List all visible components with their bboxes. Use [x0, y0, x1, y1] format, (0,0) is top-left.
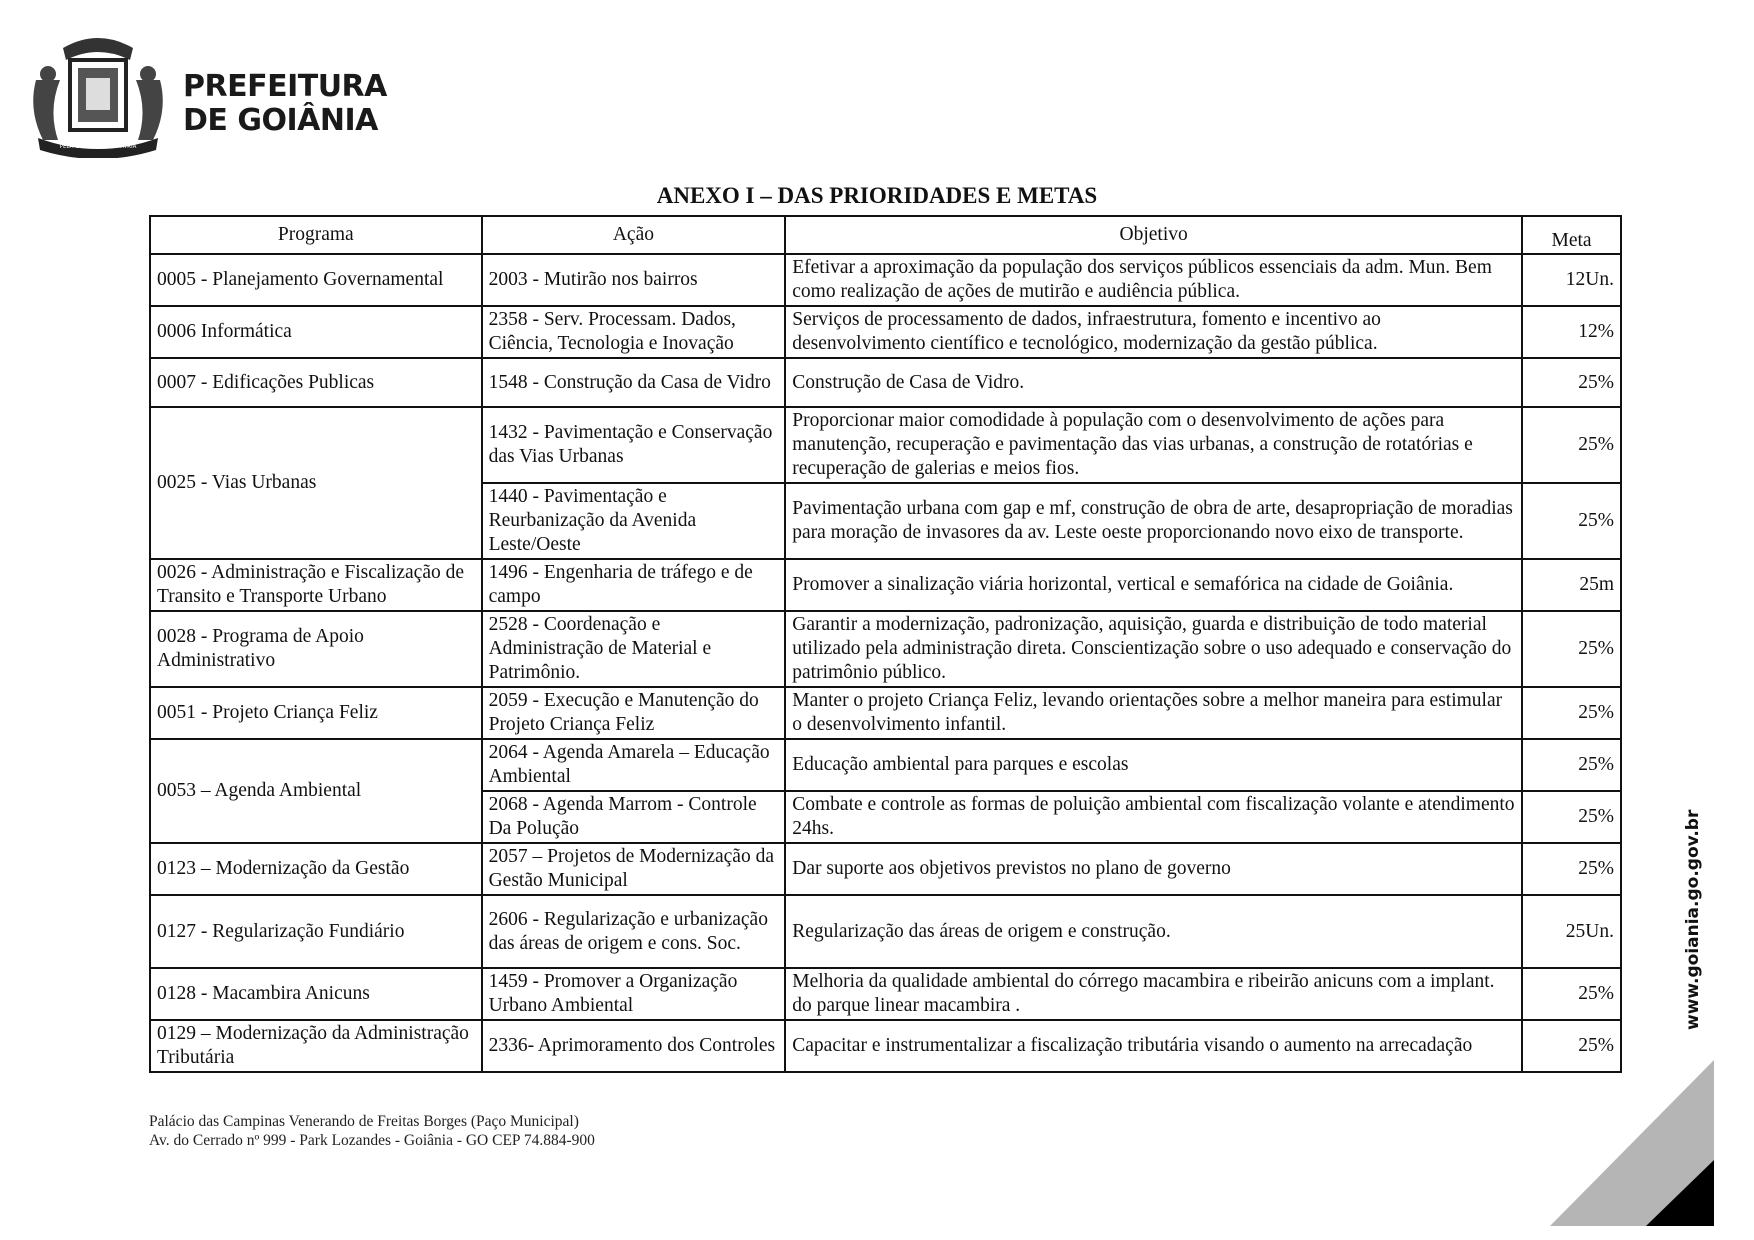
- cell-objetivo: Pavimentação urbana com gap e mf, construção de obra de arte, desapropriação de moradias para moração de invasores da av. Leste oeste proporcionando novo eixo de transporte.: [785, 483, 1522, 559]
- cell-acao: 1496 - Engenharia de tráfego e de campo: [482, 559, 786, 611]
- header-objetivo: Objetivo: [785, 216, 1522, 254]
- cell-objetivo: Combate e controle as formas de poluição ambiental com fiscalização volante e atendimento 24hs.: [785, 791, 1522, 843]
- crest-motto: PELA GRANDEZA DA PÁTRIA: [59, 144, 137, 150]
- cell-meta: 25%: [1522, 1020, 1621, 1072]
- cell-acao: 1459 - Promover a Organização Urbano Ambiental: [482, 968, 786, 1020]
- cell-programa: 0028 - Programa de Apoio Administrativo: [150, 611, 482, 687]
- brand-line-2: DE GOIÂNIA: [183, 103, 378, 138]
- footer-address-line-2: Av. do Cerrado nº 999 - Park Lozandes - Goiânia - GO CEP 74.884-900: [149, 1132, 595, 1149]
- page-footer: [149, 1112, 595, 1150]
- cell-meta: 12%: [1522, 306, 1621, 358]
- cell-meta: 25m: [1522, 559, 1621, 611]
- cell-objetivo: Melhoria da qualidade ambiental do córrego macambira e ribeirão anicuns com a implant. do parque linear macambira .: [785, 968, 1522, 1020]
- table-row: [150, 358, 1621, 407]
- cell-acao: 1432 - Pavimentação e Conservação das Vias Urbanas: [482, 407, 786, 483]
- cell-programa: 0007 - Edificações Publicas: [150, 358, 482, 407]
- table-row: [150, 687, 1621, 739]
- cell-meta: 25%: [1522, 358, 1621, 407]
- table-row: [150, 306, 1621, 358]
- header-acao: Ação: [482, 216, 786, 254]
- cell-acao: 2358 - Serv. Processam. Dados, Ciência, Tecnologia e Inovação: [482, 306, 786, 358]
- cell-acao: 2528 - Coordenação e Administração de Material e Patrimônio.: [482, 611, 786, 687]
- cell-meta: 25%: [1522, 791, 1621, 843]
- cell-meta: 25%: [1522, 611, 1621, 687]
- cell-acao: 2606 - Regularização e urbanização das áreas de origem e cons. Soc.: [482, 895, 786, 968]
- table-row: [150, 559, 1621, 611]
- table-row: [150, 843, 1621, 895]
- table-row: [150, 895, 1621, 968]
- cell-acao: 2336- Aprimoramento dos Controles: [482, 1020, 786, 1072]
- city-hall-brand: [183, 70, 387, 138]
- cell-objetivo: Manter o projeto Criança Feliz, levando orientações sobre a melhor maneira para estimular o desenvolvimento infantil.: [785, 687, 1522, 739]
- cell-objetivo: Promover a sinalização viária horizontal, vertical e semafórica na cidade de Goiânia.: [785, 559, 1522, 611]
- cell-objetivo: Serviços de processamento de dados, infraestrutura, fomento e incentivo ao desenvolvimento científico e tecnológico, modernização da gestão pública.: [785, 306, 1522, 358]
- cell-acao: 2003 - Mutirão nos bairros: [482, 254, 786, 306]
- cell-acao: 2068 - Agenda Marrom - Controle Da Polução: [482, 791, 786, 843]
- cell-acao: 1548 - Construção da Casa de Vidro: [482, 358, 786, 407]
- cell-programa: 0127 - Regularização Fundiário: [150, 895, 482, 968]
- cell-programa: 0006 Informática: [150, 306, 482, 358]
- cell-objetivo: Capacitar e instrumentalizar a fiscalização tributária visando o aumento na arrecadação: [785, 1020, 1522, 1072]
- website-url: www.goiania.go.gov.br: [1683, 809, 1703, 1030]
- cell-meta: 25Un.: [1522, 895, 1621, 968]
- cell-objetivo: Proporcionar maior comodidade à população com o desenvolvimento de ações para manutenção, recuperação e pavimentação das vias urbanas, a construção de rotatórias e recuperação de galerias e meios fios.: [785, 407, 1522, 483]
- cell-meta: 25%: [1522, 687, 1621, 739]
- footer-address-line-1: Palácio das Campinas Venerando de Freitas Borges (Paço Municipal): [149, 1113, 579, 1130]
- cell-meta: 25%: [1522, 968, 1621, 1020]
- cell-programa: 0053 – Agenda Ambiental: [150, 739, 482, 843]
- document-title: ANEXO I – DAS PRIORIDADES E METAS: [656, 183, 1098, 208]
- cell-programa: 0026 - Administração e Fiscalização de Transito e Transporte Urbano: [150, 559, 482, 611]
- table-row: [150, 1020, 1621, 1072]
- header-programa: Programa: [150, 216, 482, 254]
- cell-meta: 25%: [1522, 843, 1621, 895]
- cell-acao: 2057 – Projetos de Modernização da Gestão Municipal: [482, 843, 786, 895]
- corner-decoration: [1550, 1060, 1714, 1226]
- cell-meta: 25%: [1522, 483, 1621, 559]
- table-row: [150, 968, 1621, 1020]
- table-row: [150, 407, 1621, 483]
- cell-objetivo: Construção de Casa de Vidro.: [785, 358, 1522, 407]
- cell-programa: 0025 - Vias Urbanas: [150, 407, 482, 559]
- cell-acao: 2059 - Execução e Manutenção do Projeto Criança Feliz: [482, 687, 786, 739]
- cell-meta: 25%: [1522, 739, 1621, 791]
- cell-programa: 0005 - Planejamento Governamental: [150, 254, 482, 306]
- cell-meta: 12Un.: [1522, 254, 1621, 306]
- cell-objetivo: Educação ambiental para parques e escolas: [785, 739, 1522, 791]
- cell-objetivo: Regularização das áreas de origem e construção.: [785, 895, 1522, 968]
- cell-objetivo: Garantir a modernização, padronização, aquisição, guarda e distribuição de todo material utilizado pela administração direta. Conscientização sobre o uso adequado e conservação do patrimônio público.: [785, 611, 1522, 687]
- brand-line-1: PREFEITURA: [183, 69, 387, 104]
- table-row: [150, 611, 1621, 687]
- cell-programa: 0128 - Macambira Anicuns: [150, 968, 482, 1020]
- cell-programa: 0129 – Modernização da Administração Tributária: [150, 1020, 482, 1072]
- cell-acao: 1440 - Pavimentação e Reurbanização da Avenida Leste/Oeste: [482, 483, 786, 559]
- cell-meta: 25%: [1522, 407, 1621, 483]
- cell-programa: 0051 - Projeto Criança Feliz: [150, 687, 482, 739]
- table-row: [150, 739, 1621, 791]
- cell-objetivo: Efetivar a aproximação da população dos serviços públicos essenciais da adm. Mun. Bem como realização de ações de mutirão e audiência pública.: [785, 254, 1522, 306]
- city-crest-logo: [18, 30, 178, 158]
- cell-acao: 2064 - Agenda Amarela – Educação Ambiental: [482, 739, 786, 791]
- table-header-row: [150, 216, 1621, 254]
- table-row: [150, 254, 1621, 306]
- page-header: [18, 30, 387, 160]
- cell-programa: 0123 – Modernização da Gestão: [150, 843, 482, 895]
- header-meta: Meta: [1522, 216, 1621, 254]
- priorities-goals-table: [149, 215, 1622, 1073]
- cell-objetivo: Dar suporte aos objetivos previstos no plano de governo: [785, 843, 1522, 895]
